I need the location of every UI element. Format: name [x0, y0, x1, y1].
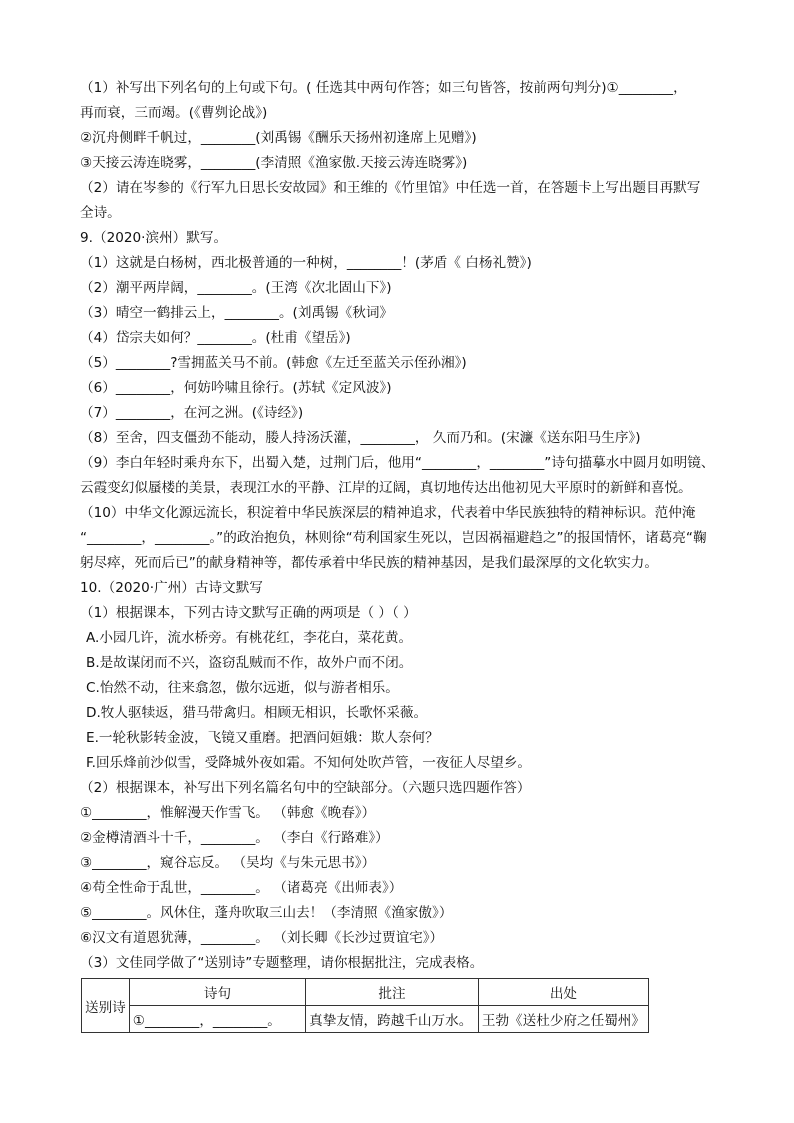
header-verse: 诗句 — [129, 979, 305, 1006]
q9-item2: （2）潮平两岸阔，________。(王湾《次北固山下》) — [80, 280, 392, 296]
header-source: 出处 — [478, 979, 648, 1006]
q10-option-f: F.回乐烽前沙似雪，受降城外夜如霜。不知何处吹芦管，一夜征人尽望乡。 — [86, 755, 531, 771]
q8-item3: ③天接云涛连晓雾，________(李清照《渔家傲.天接云涛连晓雾》) — [80, 155, 468, 171]
q9-item9-line1: （9）李白年轻时乘舟东下，出蜀入楚，过荆门后，他用“________，________”诗句描摹水中圆月如明镜、 — [80, 455, 715, 471]
q10-part3-prompt: （3）文佳同学做了“送别诗”专题整理，请你根据批注，完成表格。 — [80, 955, 484, 971]
cell-source: 王勃《送杜少府之任蜀州》 — [478, 1006, 648, 1033]
q10-part2-item3: ③________，窥谷忘反。 （吴均《与朱元思书》） — [80, 855, 376, 871]
q9-item8: （8）至舍，四支僵劲不能动，媵人持汤沃灌，________， 久而乃和。(宋濂《送东阳马生序》) — [80, 430, 641, 446]
q9-item6: （6）________，何妨吟啸且徐行。(苏轼《定风波》) — [80, 380, 392, 396]
cell-verse-blank[interactable]: ①________，________。 — [129, 1006, 305, 1033]
q9-item9-line2: 云霞变幻似蜃楼的美景，表现江水的平静、江岸的辽阔，真切地传达出他初见大平原时的新鲜和喜悦。 — [80, 480, 692, 496]
q10-part2-item5: ⑤________。风休住，蓬舟吹取三山去！（李清照《渔家傲》） — [80, 905, 453, 921]
cell-note: 真挚友情，跨越千山万水。 — [306, 1006, 479, 1033]
q9-item10-line1: （10）中华文化源远流长，积淀着中华民族深层的精神追求，代表着中华民族独特的精神标识。范仲淹 — [80, 505, 696, 521]
q8-part1-line2: 再而衰，三而竭。(《曹刿论战》) — [80, 105, 268, 121]
q10-part2-prompt: （2）根据课本，补写出下列名篇名句中的空缺部分。（六题只选四题作答） — [80, 780, 531, 796]
q10-option-c: C.怡然不动，往来翕忽，傲尔远逝，似与游者相乐。 — [86, 680, 399, 696]
q10-option-e: E.一轮秋影转金波，飞镜又重磨。把酒问姮娥：欺人奈何？ — [86, 730, 439, 746]
q8-part1-line1: （1）补写出下列名句的上句或下句。( 任选其中两句作答；如三句皆答，按前两句判分)①________， — [80, 80, 687, 96]
q10-part2-item4: ④苟全性命于乱世，________。 （诸葛亮《出师表》） — [80, 880, 403, 896]
header-note: 批注 — [306, 979, 479, 1006]
q8-part2-line1: （2）请在岑参的《行军九日思长安故园》和王维的《竹里馆》中任选一首，在答题卡上写出题目再默写 — [80, 180, 701, 196]
q10-option-a: A.小园几许，流水桥旁。有桃花红，李花白，菜花黄。 — [86, 630, 413, 646]
q10-part2-item2: ②金樽清酒斗十千，________。 （李白《行路难》） — [80, 830, 389, 846]
q9-item10-line3: 躬尽瘁，死而后已”的献身精神等，都传承着中华民族的精神基因，是我们最深厚的文化软实力。 — [80, 555, 658, 571]
q9-item5: （5）________?雪拥蓝关马不前。(韩愈《左迁至蓝关示侄孙湘》) — [80, 355, 467, 371]
table-header-row — [82, 979, 649, 1006]
q9-heading: 9.（2020·滨州）默写。 — [80, 230, 228, 246]
document-body — [80, 76, 720, 1033]
q9-item1: （1）这就是白杨树，西北极普通的一种树，________！(茅盾《 白杨礼赞》) — [80, 255, 532, 271]
q9-item7: （7）________，在河之洲。(《诗经》) — [80, 405, 304, 421]
q10-option-b: B.是故谋闭而不兴，盗窃乱贼而不作，故外户而不闭。 — [86, 655, 413, 671]
q9-item4: （4）岱宗夫如何？________。(杜甫《望岳》) — [80, 330, 351, 346]
q9-item10-line2: “________，________。”的政治抱负，林则徐“苟利国家生死以，岂因祸福避趋之”的报国情怀，诸葛亮“鞠 — [80, 530, 707, 546]
q8-item2: ②沉舟侧畔千帆过，________(刘禹锡《酬乐天扬州初逢席上见赠》) — [80, 130, 477, 146]
q10-option-d: D.牧人驱犊返，猎马带禽归。相顾无相识，长歌怀采薇。 — [86, 705, 428, 721]
q10-part1-prompt: （1）根据课本，下列古诗文默写正确的两项是（ ）（ ） — [80, 605, 417, 621]
q10-part2-item6: ⑥汉文有道恩犹薄，________。 （刘长卿《长沙过贾谊宅》） — [80, 930, 444, 946]
q8-part2-line2: 全诗。 — [80, 205, 121, 221]
table-row — [82, 1006, 649, 1033]
q9-item3: （3）晴空一鹤排云上，________。(刘禹锡《秋词》 — [80, 305, 394, 321]
table-row-label: 送别诗 — [82, 979, 130, 1033]
q10-part2-item1: ①________，惟解漫天作雪飞。 （韩愈《晚春》） — [80, 805, 376, 821]
farewell-poem-table — [81, 978, 649, 1033]
q10-heading: 10.（2020·广州）古诗文默写 — [80, 580, 263, 596]
